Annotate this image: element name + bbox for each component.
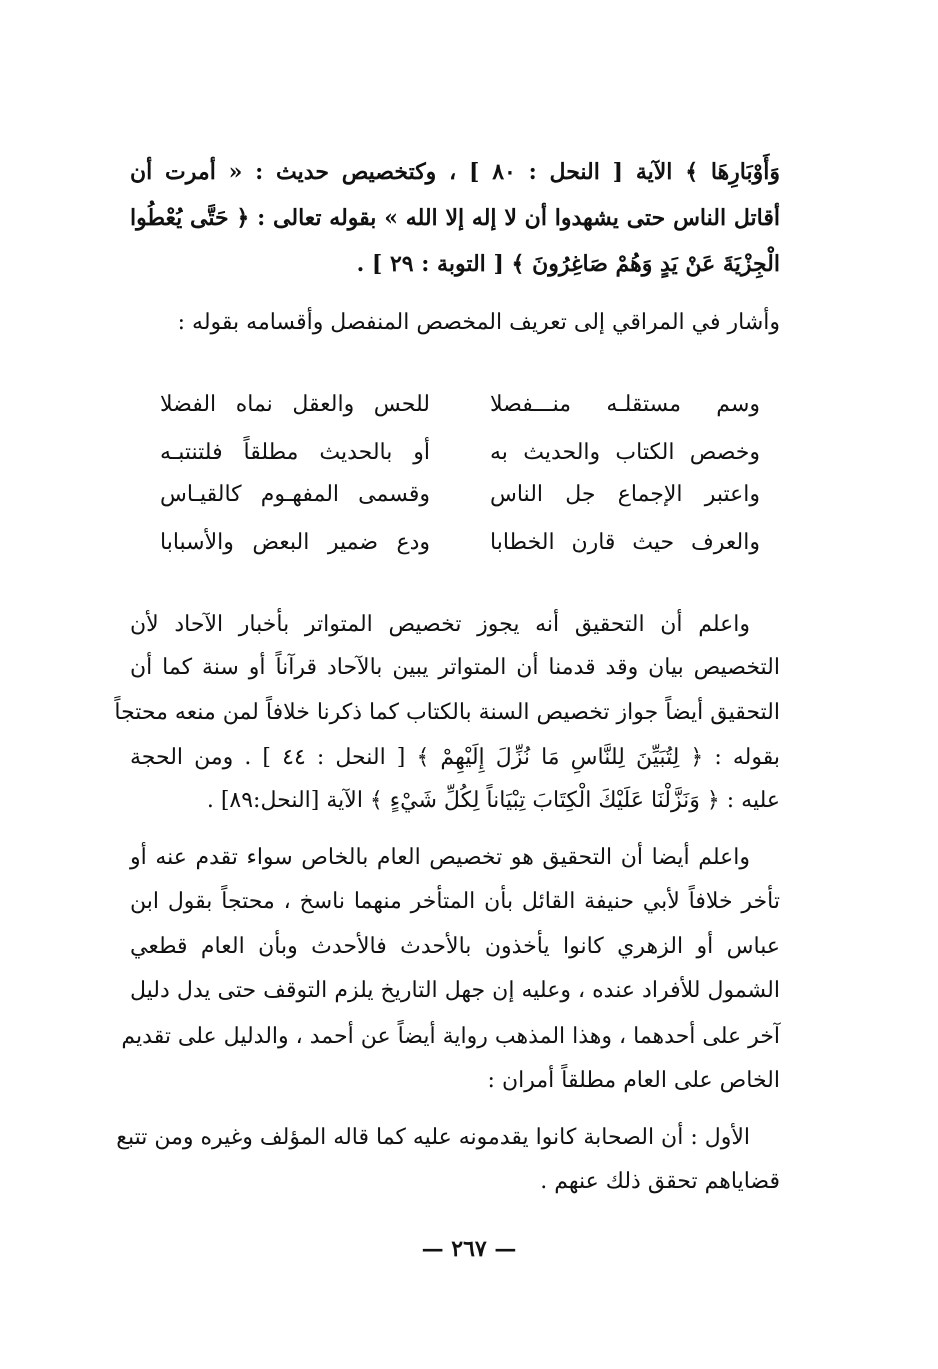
poem-verse-2 [160,433,760,473]
poem-verse-2-second-hemistich: أو بالحديث مطلقاً فلتنتبـه [160,440,430,465]
paragraph-3-line-5: آخر على أحدهما ، وهذا المذهب رواية أيضاً عن أحمد ، والدليل على تقديم [121,1024,780,1049]
paragraph-3-line-4: الشمول للأفراد عنده ، وعليه إن جهل التاريخ يلزم التوقف حتى يدل دليل [130,978,780,1003]
paragraph-2-line-3: التحقيق أيضاً جواز تخصيص السنة بالكتاب كما ذكرنا خلافاً لمن منعه محتجاً [114,700,780,725]
page-number: — ٢٦٧ — [421,1236,517,1262]
paragraph-1-line-3: الْجِزْيَةَ عَنْ يَدٍ وَهُمْ صَاغِرُونَ ﴾ [ التوبة : ٢٩ ] . [356,251,780,277]
paragraph-3-line-1: واعلم أيضا أن التحقيق هو تخصيص العام بالخاص سواء تقدم عنه أو [130,845,750,870]
poem-verse-1-first-hemistich: وسم مستقلـه منـــفصلا [490,392,760,417]
paragraph-2-line-1: واعلم أن التحقيق أنه يجوز تخصيص المتواتر بأخبار الآحاد لأن [130,612,750,637]
poem-verse-1 [160,385,760,425]
paragraph-3-line-6: الخاص على العام مطلقاً أمران : [487,1068,780,1093]
paragraph-1-line-1: وَأَوْبَارِهَا ﴾ الآية [ النحل : ٨٠ ] ، وكتخصيص حديث : « أمرت أن [130,159,780,185]
intro-line: وأشار في المراقي إلى تعريف المخصص المنفصل وأقسامه بقوله : [177,310,780,335]
paragraph-2-line-4: بقوله : ﴿ لِتُبَيِّنَ لِلنَّاسِ مَا نُزِّلَ إِلَيْهِمْ ﴾ [ النحل : ٤٤ ] . ومن الحجة [130,745,781,770]
paragraph-2-line-2: التخصيص بيان وقد قدمنا أن المتواتر يبين بالآحاد قرآناً أو سنة كما أن [130,655,780,680]
paragraph-4-line-2: قضاياهم تحقق ذلك عنهم . [540,1169,780,1194]
poem-verse-1-second-hemistich: للحس والعقل نماه الفضلا [160,392,430,417]
paragraph-2-line-5: عليه : ﴿ وَنَزَّلْنَا عَلَيْكَ الْكِتَابَ تِبْيَاناً لِكُلِّ شَيْءٍ ﴾ الآية [النحل:٨٩] . [206,788,780,813]
poem-verse-2-first-hemistich: وخصص الكتاب والحديث به [490,440,760,465]
poem-verse-3-second-hemistich: وقسمى المفهـوم كالقيـاس [160,482,430,507]
paragraph-3-line-2: تأخر خلافاً لأبي حنيفة القائل بأن المتأخر منهما ناسخ ، محتجاً بقول ابن [130,889,780,914]
poem-verse-4-first-hemistich: والعرف حيث قارن الخطابا [490,530,760,555]
paragraph-3-line-3: عباس أو الزهري كانوا يأخذون بالأحدث فالأحدث وبأن العام قطعي [130,934,780,959]
poem-verse-3-first-hemistich: واعتبر الإجماع جل الناس [490,482,760,507]
poem-verse-3 [160,475,760,515]
poem-verse-4-second-hemistich: ودع ضمير البعض والأسبابا [160,530,430,555]
paragraph-1-line-2: أقاتل الناس حتى يشهدوا أن لا إله إلا الله » بقوله تعالى : ﴿ حَتَّى يُعْطُوا [130,205,780,231]
paragraph-4-line-1: الأول : أن الصحابة كانوا يقدمونه عليه كما قاله المؤلف وغيره ومن تتبع [116,1125,750,1150]
poem-verse-4 [160,523,760,563]
